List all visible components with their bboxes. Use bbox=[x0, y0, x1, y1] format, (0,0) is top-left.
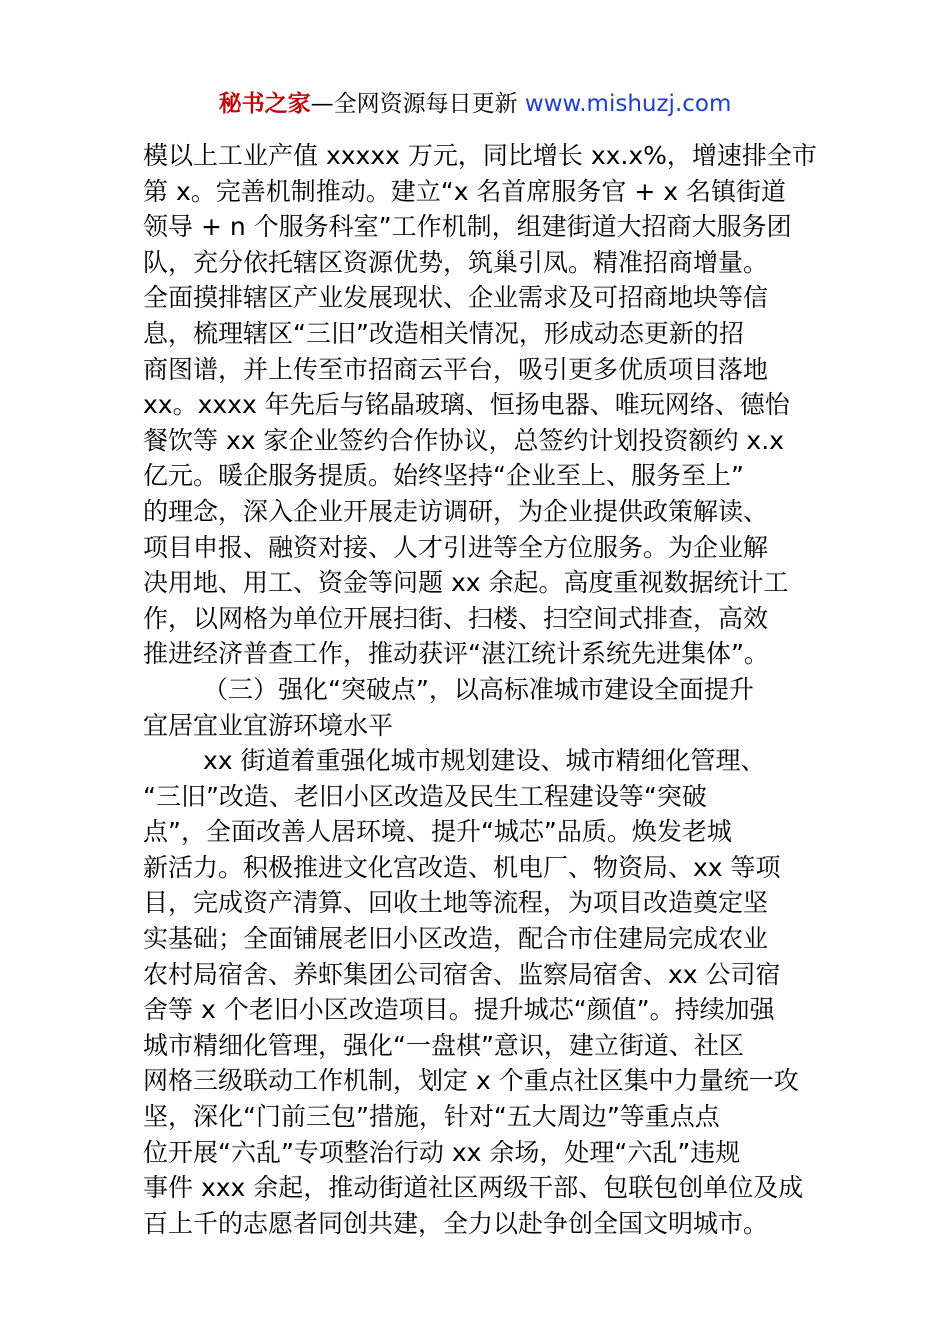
text-line: 息，梳理辖区“三旧”改造相关情况，形成动态更新的招 bbox=[143, 318, 744, 348]
text-line: 农村局宿舍、养虾集团公司宿舍、监察局宿舍、xx 公司宿 bbox=[143, 959, 781, 989]
text-line: 领导 + n 个服务科室”工作机制，组建街道大招商大服务团 bbox=[143, 212, 792, 242]
text-line: 坚，深化“门前三包”措施，针对“五大周边”等重点点 bbox=[143, 1102, 720, 1132]
text-line: 的理念，深入企业开展走访调研，为企业提供政策解读、 bbox=[143, 496, 769, 526]
text-line: 商图谱，并上传至市招商云平台，吸引更多优质项目落地 bbox=[143, 354, 769, 384]
text-line: 队，充分依托辖区资源优势，筑巢引凤。精准招商增量。 bbox=[143, 247, 769, 277]
text-line: 模以上工业产值 xxxxx 万元，同比增长 xx.x%，增速排全市 bbox=[143, 141, 817, 170]
paragraph-start: xx 街道着重强化城市规划建设、城市精细化管理、 bbox=[203, 746, 766, 776]
text-line: 第 x。完善机制推动。建立“x 名首席服务官 + x 名镇街道 bbox=[143, 176, 787, 206]
document-body bbox=[143, 138, 817, 1241]
section-heading-continued: 宜居宜业宜游环境水平 bbox=[143, 710, 394, 740]
text-line: 新活力。积极推进文化宫改造、机电厂、物资局、xx 等项 bbox=[143, 852, 781, 882]
site-header bbox=[0, 86, 950, 122]
text-line: 餐饮等 xx 家企业签约合作协议，总签约计划投资额约 x.x bbox=[143, 425, 784, 455]
text-line: 舍等 x 个老旧小区改造项目。提升城芯“颜值”。持续加强 bbox=[143, 995, 775, 1025]
site-url-link[interactable]: www.mishuzj.com bbox=[524, 91, 732, 117]
text-line: 点”，全面改善人居环境、提升“城芯”品质。焕发老城 bbox=[143, 817, 732, 847]
header-tagline: —全网资源每日更新 bbox=[310, 91, 525, 117]
text-line: 目，完成资产清算、回收土地等流程，为项目改造奠定坚 bbox=[143, 888, 769, 918]
text-line: 项目申报、融资对接、人才引进等全方位服务。为企业解 bbox=[143, 532, 769, 562]
text-line: 百上千的志愿者同创共建，全力以赴争创全国文明城市。 bbox=[143, 1208, 769, 1238]
text-line: 决用地、用工、资金等问题 xx 余起。高度重视数据统计工 bbox=[143, 568, 789, 598]
text-line: 网格三级联动工作机制，划定 x 个重点社区集中力量统一攻 bbox=[143, 1066, 799, 1096]
text-line: 推进经济普查工作，推动获评“湛江统计系统先进集体”。 bbox=[143, 639, 769, 669]
text-line: 位开展“六乱”专项整治行动 xx 余场，处理“六乱”违规 bbox=[143, 1137, 741, 1167]
text-line: 亿元。暖企服务提质。始终坚持“企业至上、服务至上” bbox=[143, 461, 744, 491]
text-line: 作，以网格为单位开展扫街、扫楼、扫空间式排查，高效 bbox=[143, 603, 769, 633]
section-heading: （三）强化“突破点”，以高标准城市建设全面提升 bbox=[203, 674, 754, 704]
text-line: 实基础；全面铺展老旧小区改造，配合市住建局完成农业 bbox=[143, 924, 769, 954]
brand-name: 秘书之家 bbox=[218, 91, 311, 117]
text-line: 城市精细化管理，强化“一盘棋”意识，建立街道、社区 bbox=[143, 1030, 744, 1060]
text-line: 全面摸排辖区产业发展现状、企业需求及可招商地块等信 bbox=[143, 283, 769, 313]
text-line: “三旧”改造、老旧小区改造及民生工程建设等“突破 bbox=[143, 781, 707, 811]
text-line: xx。xxxx 年先后与铭晶玻璃、恒扬电器、唯玩网络、德怡 bbox=[143, 390, 790, 420]
text-line: 事件 xxx 余起，推动街道社区两级干部、包联包创单位及成 bbox=[143, 1173, 804, 1203]
